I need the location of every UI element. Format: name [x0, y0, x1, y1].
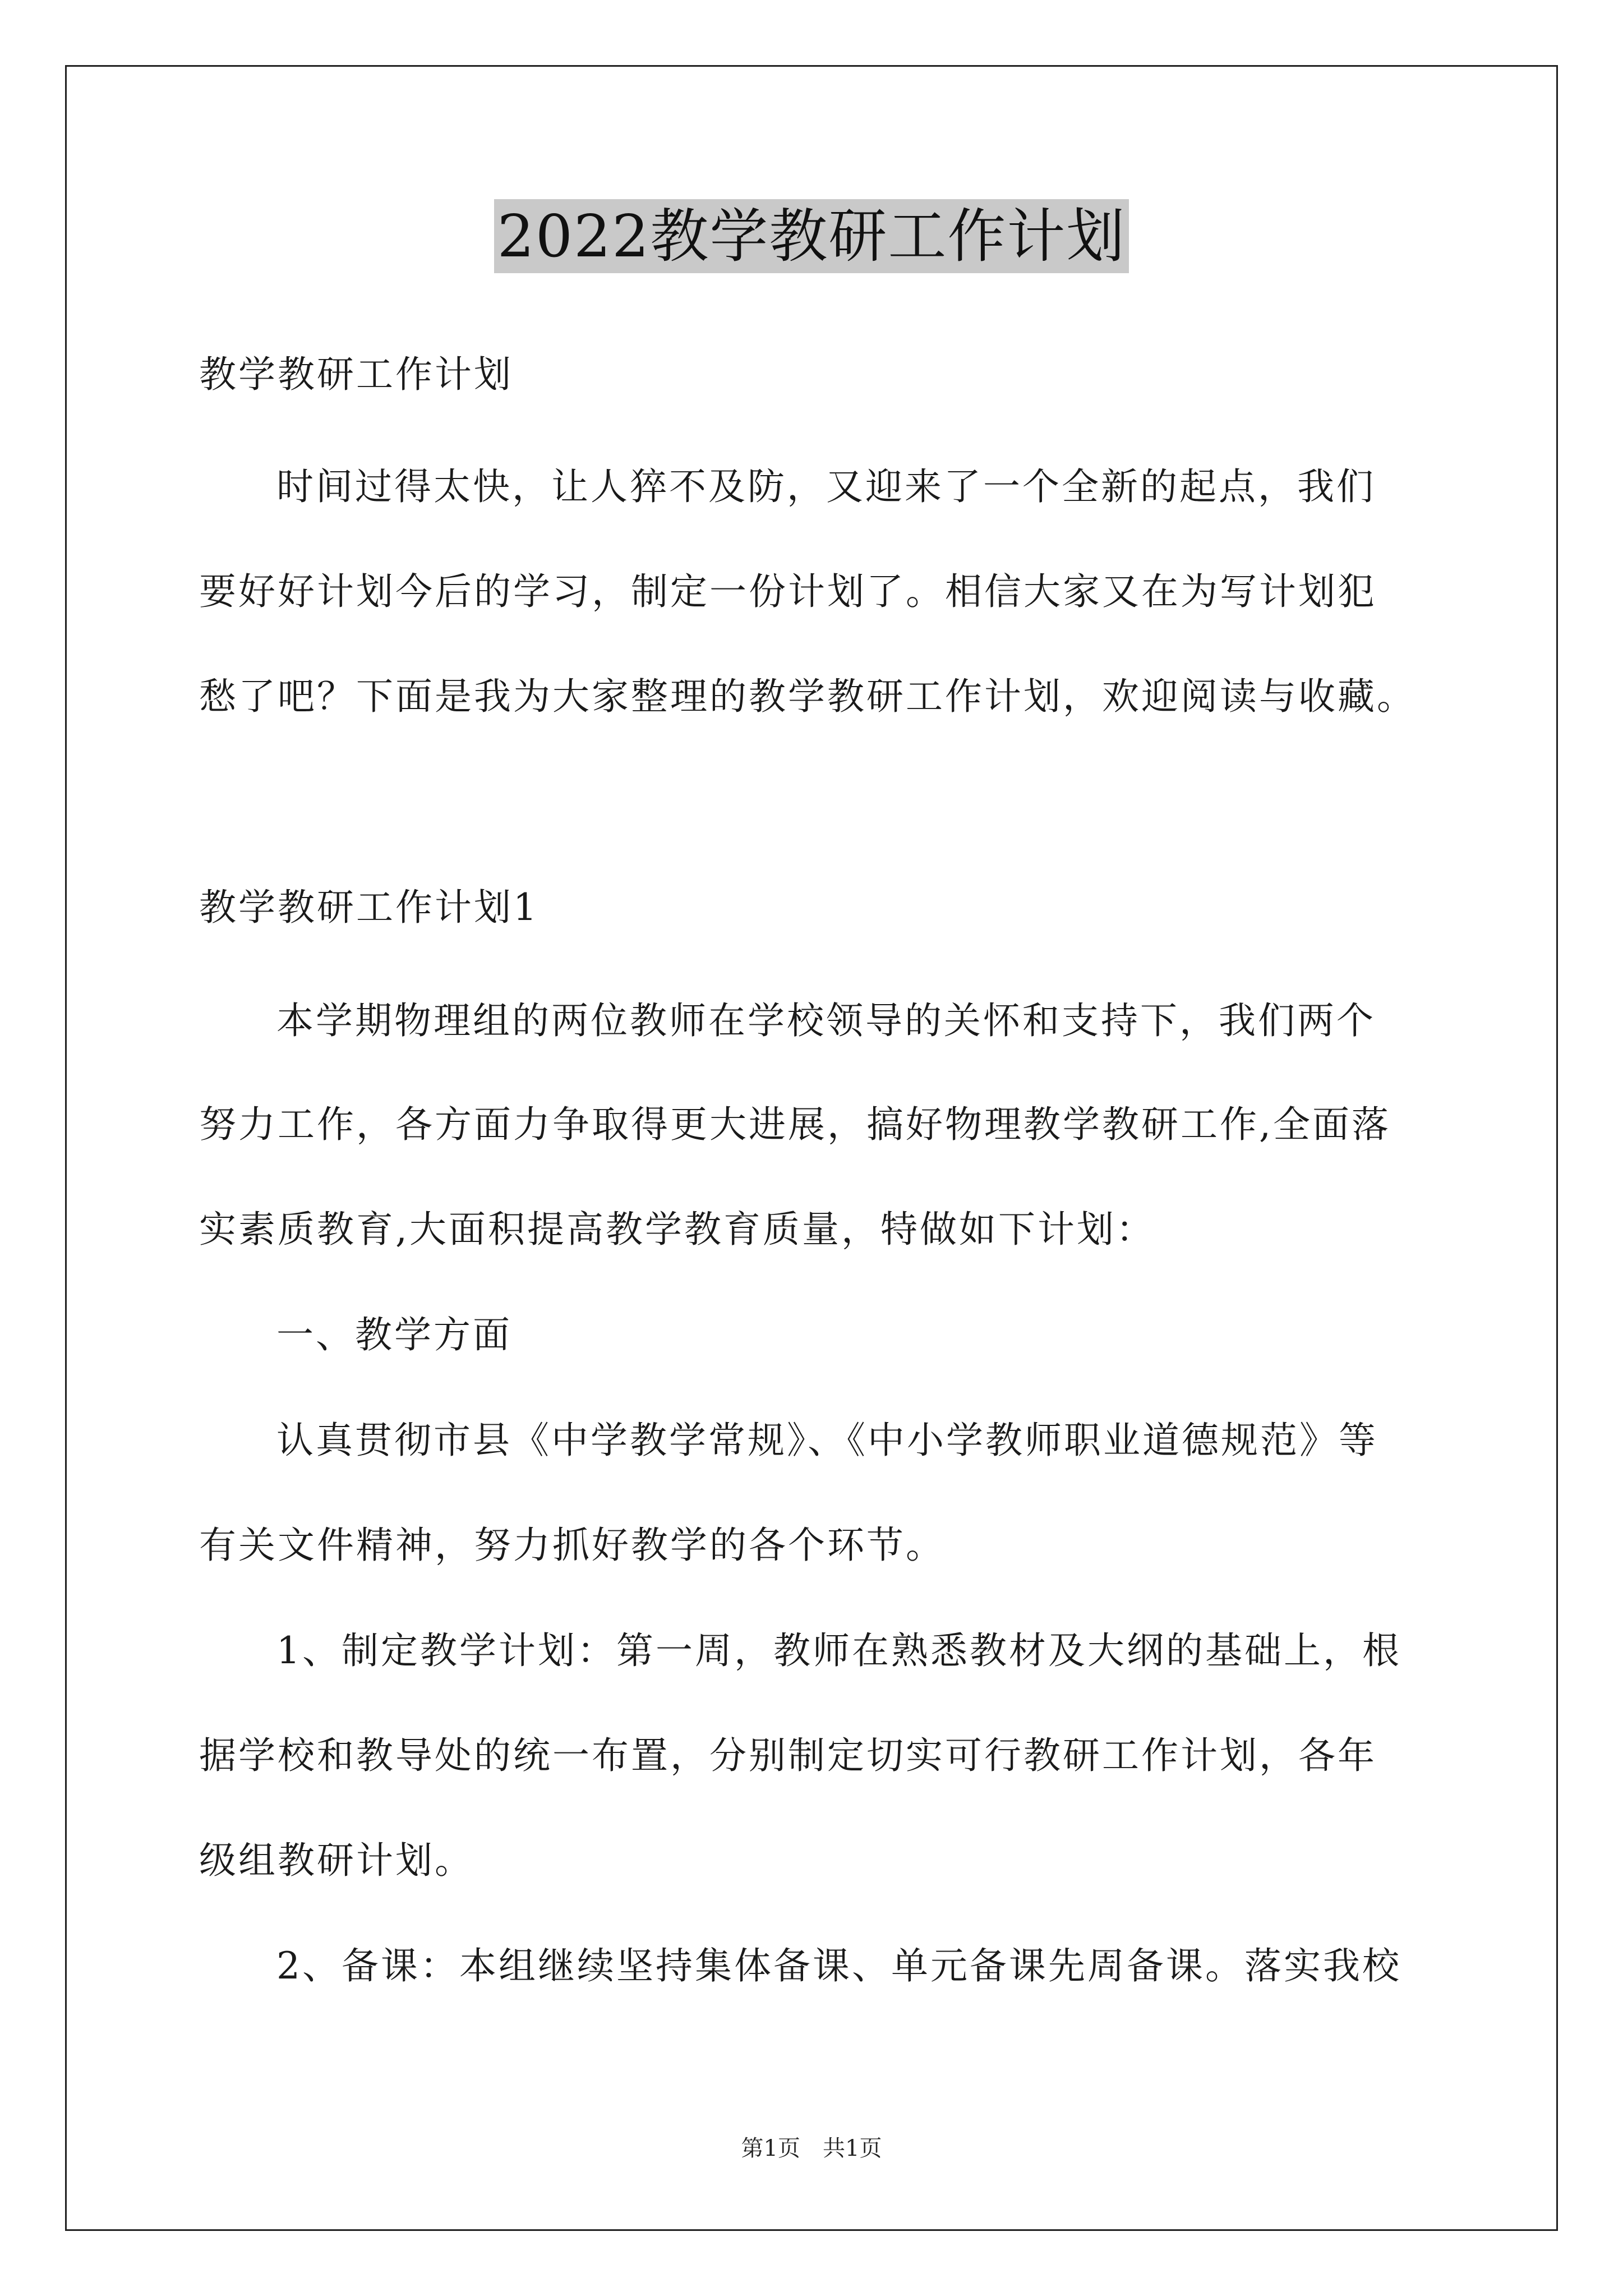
paragraph-line: 努力工作，各方面力争取得更大进展，搞好物理教学教研工作,全面落 — [199, 1103, 1391, 1146]
paragraph-line: 时间过得太快，让人猝不及防，又迎来了一个全新的起点，我们 — [276, 465, 1376, 508]
subheading: 一、教学方面 — [276, 1313, 512, 1356]
paragraph-line: 据学校和教导处的统一布置，分别制定切实可行教研工作计划，各年 — [199, 1734, 1377, 1777]
paragraph-line: 本学期物理组的两位教师在学校领导的关怀和支持下，我们两个 — [276, 999, 1376, 1042]
paragraph-line: 实素质教育,大面积提高教学教育质量，特做如下计划： — [199, 1208, 1155, 1251]
paragraph-line: 认真贯彻市县《中学教学常规》、《中小学教师职业道德规范》等 — [276, 1419, 1378, 1462]
title-container — [0, 199, 1623, 273]
paragraph-line: 级组教研计划。 — [199, 1839, 474, 1882]
paragraph-line: 1、制定教学计划：第一周，教师在熟悉教材及大纲的基础上，根 — [276, 1629, 1401, 1672]
paragraph-line: 2、备课：本组继续坚持集体备课、单元备课先周备课。落实我校 — [276, 1944, 1401, 1987]
paragraph-line: 愁了吧？下面是我为大家整理的教学教研工作计划，欢迎阅读与收藏。 — [199, 675, 1416, 718]
paragraph-line: 有关文件精神，努力抓好教学的各个环节。 — [199, 1524, 945, 1567]
section-heading: 教学教研工作计划1 — [199, 886, 539, 929]
document-title: 2022教学教研工作计划 — [494, 199, 1129, 273]
paragraph-line: 要好好计划今后的学习，制定一份计划了。相信大家又在为写计划犯 — [199, 570, 1377, 613]
section-heading: 教学教研工作计划 — [199, 353, 513, 396]
page-footer: 第1页 共1页 — [741, 2136, 882, 2161]
